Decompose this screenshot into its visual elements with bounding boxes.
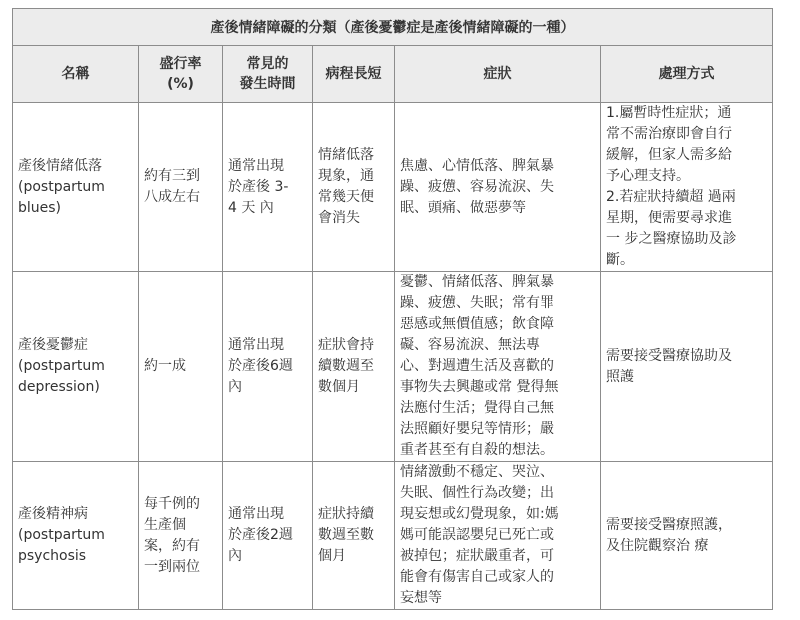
table-row bbox=[13, 272, 773, 462]
row-prevalence: 約有三到 八成左右 bbox=[139, 103, 223, 272]
table-header-row bbox=[13, 46, 773, 103]
row-duration: 症狀會持 續數週至 數個月 bbox=[313, 272, 395, 462]
row-duration: 症狀持續 數週至數 個月 bbox=[313, 462, 395, 610]
row-prevalence: 約一成 bbox=[139, 272, 223, 462]
row-prevalence: 每千例的 生產個 案，約有 一到兩位 bbox=[139, 462, 223, 610]
row-symptoms: 焦慮、心情低落、脾氣暴 躁、疲憊、容易流淚、失 眠、頭痛、做惡夢等 bbox=[395, 103, 601, 272]
row-onset: 通常出現 於產後6週 內 bbox=[223, 272, 313, 462]
table-row bbox=[13, 103, 773, 272]
header-treatment: 處理方式 bbox=[601, 46, 773, 103]
row-onset: 通常出現 於產後2週 內 bbox=[223, 462, 313, 610]
row-symptoms: 情緒激動不穩定、哭泣、 失眠、個性行為改變；出 現妄想或幻覺現象，如:媽 媽可能誤認嬰兒已死亡或 被掉包；症狀嚴重者，可 能會有傷害自己或家人的 妄想等 bbox=[395, 462, 601, 610]
row-name: 產後憂鬱症 (postpartum depression) bbox=[13, 272, 139, 462]
postpartum-disorder-table bbox=[12, 8, 773, 610]
table-title-row bbox=[13, 9, 773, 46]
row-symptoms: 憂鬱、情緒低落、脾氣暴 躁、疲憊、失眠；常有罪 惡感或無價值感；飲食障 礙、容易流淚、無法專 心、對週遭生活及喜歡的 事物失去興趣或常 覺得無 法應付生活；覺得自己無 法照顧好嬰兒等情形；嚴 重者甚至有自殺的想法。 bbox=[395, 272, 601, 462]
row-treatment: 需要接受醫療協助及 照護 bbox=[601, 272, 773, 462]
header-symptoms: 症狀 bbox=[395, 46, 601, 103]
header-duration: 病程長短 bbox=[313, 46, 395, 103]
table-title: 產後情緒障礙的分類（產後憂鬱症是產後情緒障礙的一種） bbox=[13, 9, 773, 46]
header-prevalence: 盛行率 (%) bbox=[139, 46, 223, 103]
row-name: 產後精神病 (postpartum psychosis bbox=[13, 462, 139, 610]
header-onset: 常見的 發生時間 bbox=[223, 46, 313, 103]
table-row bbox=[13, 462, 773, 610]
row-onset: 通常出現 於產後 3- 4 天 內 bbox=[223, 103, 313, 272]
row-name: 產後情緒低落 (postpartum blues) bbox=[13, 103, 139, 272]
row-treatment: 需要接受醫療照護， 及住院觀察治 療 bbox=[601, 462, 773, 610]
row-duration: 情緒低落 現象，通 常幾天便 會消失 bbox=[313, 103, 395, 272]
header-name: 名稱 bbox=[13, 46, 139, 103]
row-treatment: 1.屬暫時性症狀；通 常不需治療即會自行 緩解，但家人需多給 予心理支持。 2.若症狀持續超 過兩 星期，便需要尋求進 一 步之醫療協助及診 斷。 bbox=[601, 103, 773, 272]
